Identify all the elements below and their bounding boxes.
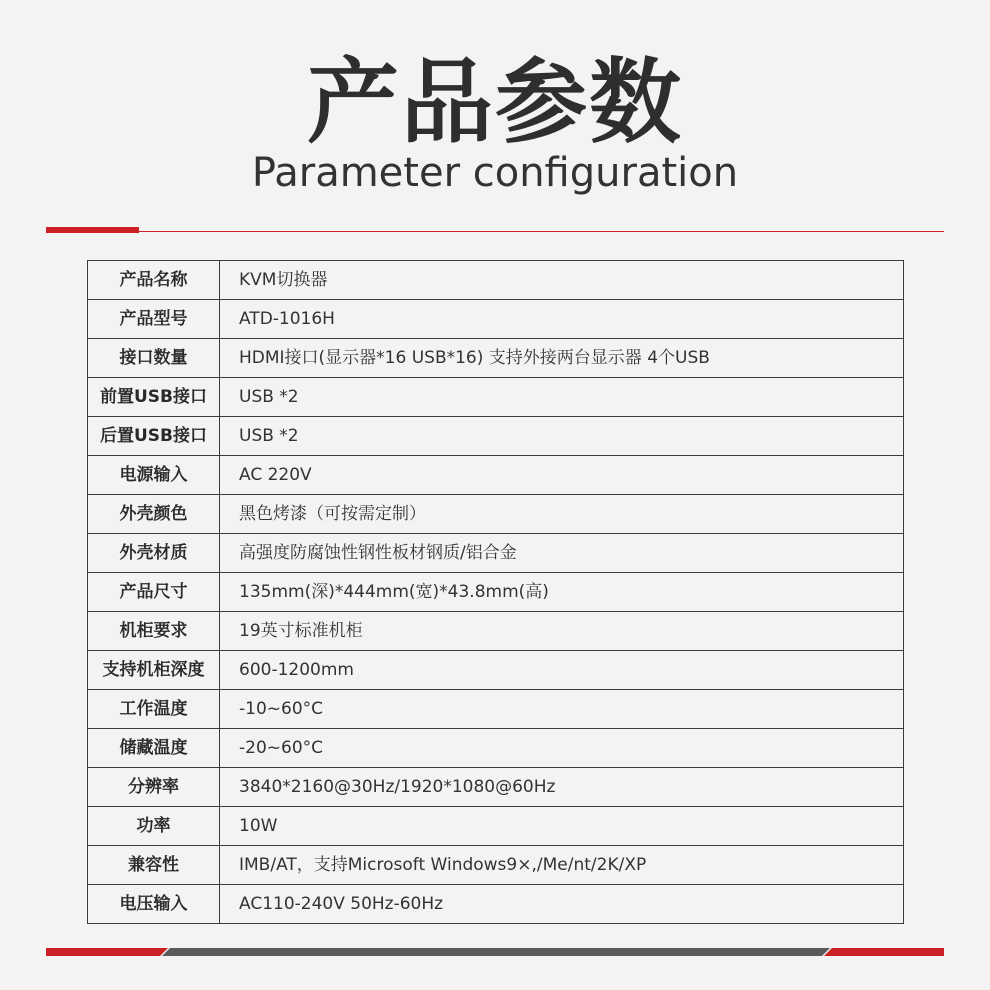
spec-table — [87, 260, 904, 924]
spec-label: 支持机柜深度 — [88, 651, 220, 690]
spec-label: 分辨率 — [88, 768, 220, 807]
spec-label: 储藏温度 — [88, 729, 220, 768]
spec-value: 黑色烤漆（可按需定制） — [220, 495, 904, 534]
spec-value: USB *2 — [220, 378, 904, 417]
spec-value: 高强度防腐蚀性钢性板材钢质/铝合金 — [220, 534, 904, 573]
footer-accent-left — [46, 948, 168, 956]
spec-label: 兼容性 — [88, 846, 220, 885]
spec-label: 电源输入 — [88, 456, 220, 495]
spec-label: 功率 — [88, 807, 220, 846]
header-divider-line — [46, 231, 944, 232]
table-row — [88, 651, 904, 690]
spec-value: 600-1200mm — [220, 651, 904, 690]
table-row — [88, 456, 904, 495]
table-row — [88, 729, 904, 768]
spec-value: AC110-240V 50Hz-60Hz — [220, 885, 904, 924]
spec-value: AC 220V — [220, 456, 904, 495]
table-row — [88, 768, 904, 807]
table-row — [88, 378, 904, 417]
table-row — [88, 885, 904, 924]
table-row — [88, 690, 904, 729]
spec-label: 工作温度 — [88, 690, 220, 729]
spec-label: 产品型号 — [88, 300, 220, 339]
footer-accent-right — [824, 948, 944, 956]
table-row — [88, 417, 904, 456]
spec-label: 产品尺寸 — [88, 573, 220, 612]
table-row — [88, 846, 904, 885]
spec-value: KVM切换器 — [220, 261, 904, 300]
spec-label: 电压输入 — [88, 885, 220, 924]
table-row — [88, 534, 904, 573]
table-row — [88, 573, 904, 612]
spec-label: 机柜要求 — [88, 612, 220, 651]
page-subtitle: Parameter configuration — [251, 150, 739, 196]
spec-label: 前置USB接口 — [88, 378, 220, 417]
spec-value: -20~60°C — [220, 729, 904, 768]
spec-label: 接口数量 — [88, 339, 220, 378]
spec-value: USB *2 — [220, 417, 904, 456]
spec-value: HDMI接口(显示器*16 USB*16) 支持外接两台显示器 4个USB — [220, 339, 904, 378]
spec-label: 后置USB接口 — [88, 417, 220, 456]
table-row — [88, 339, 904, 378]
spec-value: -10~60°C — [220, 690, 904, 729]
table-row — [88, 612, 904, 651]
table-row — [88, 261, 904, 300]
table-row — [88, 495, 904, 534]
table-row — [88, 807, 904, 846]
spec-value: 19英寸标准机柜 — [220, 612, 904, 651]
spec-value: 135mm(深)*444mm(宽)*43.8mm(高) — [220, 573, 904, 612]
page-title: 产品参数 — [306, 49, 683, 156]
table-row — [88, 300, 904, 339]
spec-label: 产品名称 — [88, 261, 220, 300]
header-divider-accent — [46, 227, 139, 233]
spec-value: 10W — [220, 807, 904, 846]
spec-label: 外壳颜色 — [88, 495, 220, 534]
footer-bar-center — [162, 948, 830, 956]
spec-value: ATD-1016H — [220, 300, 904, 339]
spec-label: 外壳材质 — [88, 534, 220, 573]
spec-value: IMB/AT，支持Microsoft Windows9×,/Me/nt/2K/XP — [220, 846, 904, 885]
spec-value: 3840*2160@30Hz/1920*1080@60Hz — [220, 768, 904, 807]
